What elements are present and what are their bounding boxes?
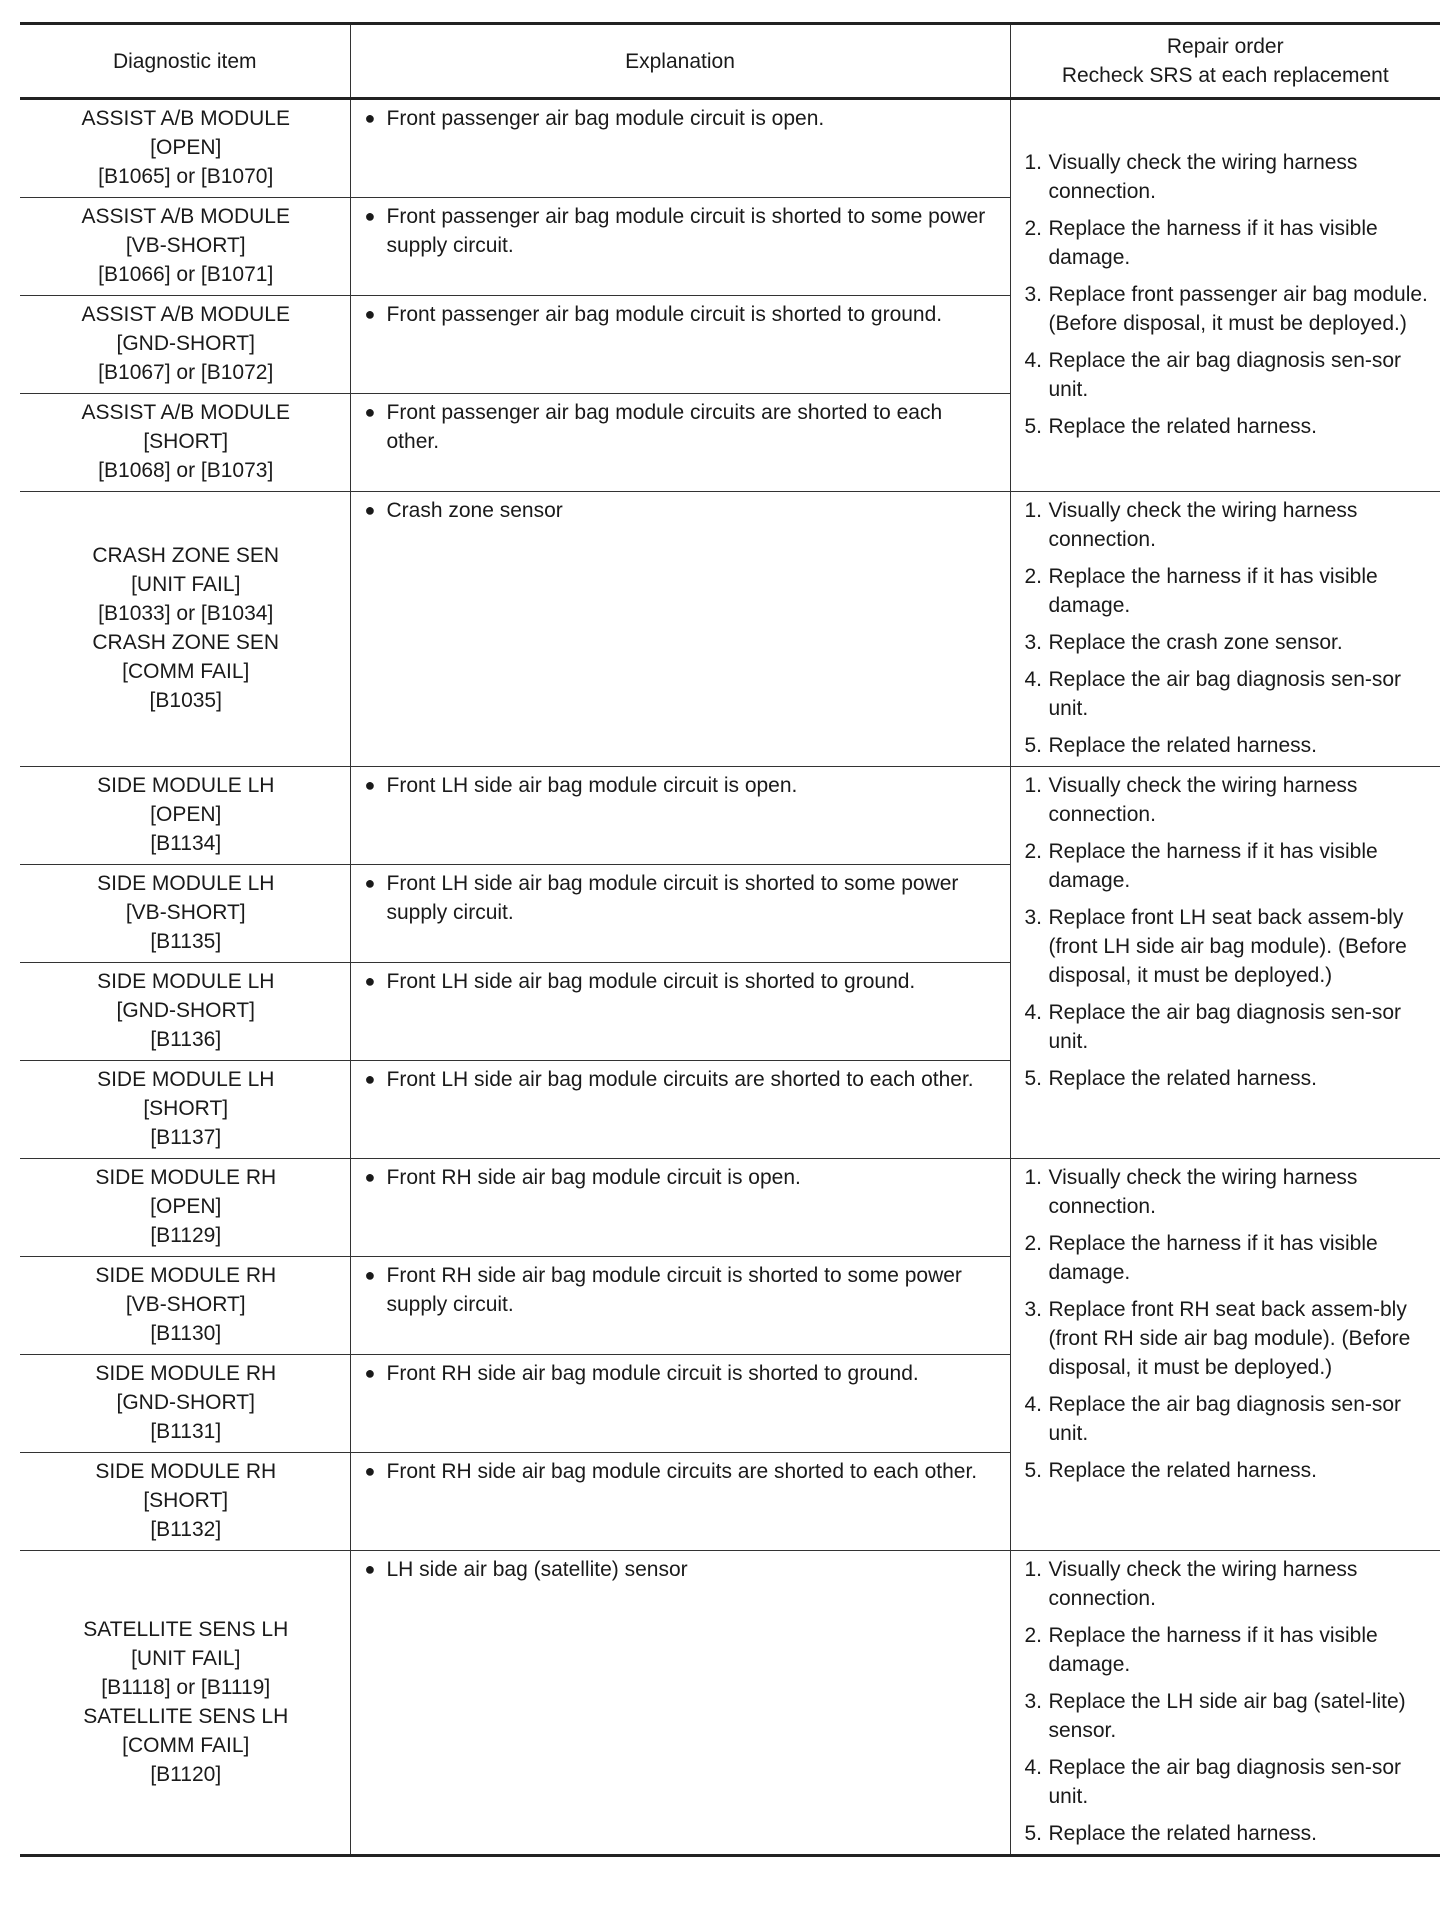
diag-line: [GND-SHORT]: [116, 332, 255, 355]
table-row: [20, 492, 1440, 767]
diag-line: [B1065] or [B1070]: [98, 165, 274, 188]
repair-step: 5. Replace the related harness.: [1024, 1822, 1317, 1845]
explanation-text: Front passenger air bag module circuit is shorted to some power supply circuit.: [386, 205, 986, 257]
explanation-cell: [350, 198, 1010, 296]
repair-step: 4. Replace the air bag diagnosis sen-sor unit.: [1024, 1001, 1402, 1053]
repair-step: 3. Replace front LH seat back assem-bly (front LH side air bag module). (Before disposal, it must be deployed.): [1024, 906, 1407, 987]
bullet-icon: ●: [364, 1069, 376, 1089]
repair-step: 2. Replace the harness if it has visible damage.: [1024, 1624, 1378, 1676]
diag-line: [B1129]: [150, 1224, 222, 1247]
diag-line: [VB-SHORT]: [125, 901, 246, 924]
explanation-text: LH side air bag (satellite) sensor: [386, 1558, 688, 1581]
explanation-cell: [350, 1159, 1010, 1257]
repair-step: 3. Replace the LH side air bag (satel-lite) sensor.: [1024, 1690, 1406, 1742]
repair-steps: [1025, 496, 1429, 760]
diag-line: [B1120]: [150, 1762, 222, 1786]
diag-line: SIDE MODULE RH: [95, 1362, 277, 1385]
explanation-text: Front RH side air bag module circuits are shorted to each other.: [386, 1460, 978, 1483]
diagnostic-item-cell: [20, 296, 350, 394]
diag-line: [B1132]: [150, 1518, 222, 1541]
diag-line: SATELLITE SENS LH: [83, 1617, 289, 1641]
bullet-icon: ●: [364, 206, 376, 226]
bullet-icon: ●: [364, 1363, 376, 1383]
explanation-cell: [350, 1061, 1010, 1159]
diag-line: [B1066] or [B1071]: [98, 263, 274, 286]
repair-step: 4. Replace the air bag diagnosis sen-sor unit.: [1024, 1756, 1402, 1808]
repair-order-cell: [1010, 1159, 1440, 1551]
explanation-text: Front RH side air bag module circuit is open.: [386, 1166, 801, 1189]
bullet-icon: ●: [364, 304, 376, 324]
diag-line: [B1035]: [149, 689, 222, 712]
explanation-cell: [350, 492, 1010, 767]
explanation-cell: [350, 99, 1010, 198]
repair-step: 3. Replace front RH seat back assem-bly (front RH side air bag module). (Before disposal, it must be deployed.): [1024, 1298, 1411, 1379]
repair-step: 1. Visually check the wiring harness connection.: [1024, 1166, 1358, 1218]
table-row: [20, 99, 1440, 198]
bullet-icon: ●: [364, 402, 376, 422]
diag-line: [GND-SHORT]: [116, 1391, 255, 1414]
explanation-cell: [350, 767, 1010, 865]
srs-diagnostic-table-page: [20, 22, 1440, 1857]
header-repair-order: [1010, 24, 1440, 99]
repair-order-cell: [1010, 767, 1440, 1159]
repair-step: 5. Replace the related harness.: [1024, 415, 1317, 438]
diag-line: [GND-SHORT]: [116, 999, 255, 1022]
diag-line: [B1134]: [150, 832, 222, 855]
explanation-text: Front LH side air bag module circuit is shorted to ground.: [386, 970, 916, 993]
explanation-cell: [350, 963, 1010, 1061]
header-repair-order-note: Recheck SRS at each replacement: [1061, 64, 1389, 87]
repair-step: 3. Replace the crash zone sensor.: [1024, 631, 1343, 654]
diag-line: [UNIT FAIL]: [131, 573, 241, 596]
table-header-row: [20, 24, 1440, 99]
explanation-cell: [350, 1257, 1010, 1355]
diag-line: [SHORT]: [143, 1489, 229, 1512]
explanation-text: Front LH side air bag module circuit is shorted to some power supply circuit.: [386, 872, 959, 924]
diag-line: [VB-SHORT]: [125, 234, 246, 257]
explanation-text: Front passenger air bag module circuits are shorted to each other.: [386, 401, 943, 453]
diag-line: [B1137]: [150, 1126, 222, 1149]
repair-step: 4. Replace the air bag diagnosis sen-sor unit.: [1024, 349, 1402, 401]
bullet-icon: ●: [364, 1167, 376, 1187]
repair-order-cell: [1010, 1551, 1440, 1856]
bullet-icon: ●: [364, 1265, 376, 1285]
bullet-icon: ●: [364, 500, 376, 520]
repair-steps: [1025, 1555, 1429, 1848]
diag-line: [SHORT]: [143, 430, 229, 453]
repair-order-cell: [1010, 492, 1440, 767]
diag-line: [OPEN]: [150, 1195, 222, 1218]
repair-step: 3. Replace front passenger air bag module. (Before disposal, it must be deployed.): [1024, 283, 1428, 335]
explanation-cell: [350, 1453, 1010, 1551]
diag-line: SIDE MODULE RH: [95, 1460, 277, 1483]
repair-step: 2. Replace the harness if it has visible damage.: [1024, 217, 1378, 269]
header-explanation: Explanation: [350, 24, 1010, 99]
diagnostic-item-cell: [20, 1061, 350, 1159]
diag-line: SIDE MODULE LH: [97, 774, 275, 797]
diag-line: SIDE MODULE LH: [97, 872, 275, 895]
diag-line: [SHORT]: [143, 1097, 229, 1120]
diag-line: SIDE MODULE LH: [97, 1068, 275, 1091]
diag-line: [OPEN]: [150, 136, 222, 159]
diagnostic-item-cell: [20, 1551, 350, 1856]
diagnostic-item-cell: [20, 767, 350, 865]
table-row: [20, 1159, 1440, 1257]
repair-step: 4. Replace the air bag diagnosis sen-sor unit.: [1024, 1393, 1402, 1445]
repair-step: 2. Replace the harness if it has visible damage.: [1024, 565, 1378, 617]
diag-line: [B1068] or [B1073]: [98, 459, 274, 482]
repair-step: 2. Replace the harness if it has visible damage.: [1024, 840, 1378, 892]
diag-line: ASSIST A/B MODULE: [81, 107, 290, 130]
bullet-icon: ●: [364, 1559, 376, 1579]
diag-line: [B1135]: [150, 930, 222, 953]
diag-line: [B1136]: [150, 1028, 222, 1051]
diagnostic-item-cell: [20, 865, 350, 963]
bullet-icon: ●: [364, 1461, 376, 1481]
explanation-text: Crash zone sensor: [386, 499, 563, 522]
repair-step: 4. Replace the air bag diagnosis sen-sor unit.: [1024, 668, 1402, 720]
repair-step: 1. Visually check the wiring harness connection.: [1024, 499, 1358, 551]
diag-line: CRASH ZONE SEN: [92, 631, 280, 654]
header-repair-order-title: Repair order: [1166, 35, 1284, 58]
srs-diagnostic-table: [20, 22, 1440, 1857]
diag-line: SATELLITE SENS LH: [83, 1704, 289, 1728]
explanation-cell: [350, 394, 1010, 492]
bullet-icon: ●: [364, 873, 376, 893]
explanation-text: Front LH side air bag module circuits are shorted to each other.: [386, 1068, 974, 1091]
diag-line: [B1130]: [150, 1322, 222, 1345]
diag-line: [UNIT FAIL]: [131, 1646, 241, 1670]
diag-line: SIDE MODULE RH: [95, 1166, 277, 1189]
diagnostic-item-cell: [20, 492, 350, 767]
repair-order-cell: [1010, 99, 1440, 492]
diag-line: [COMM FAIL]: [122, 660, 250, 683]
diag-line: CRASH ZONE SEN: [92, 544, 280, 567]
explanation-text: Front LH side air bag module circuit is open.: [386, 774, 798, 797]
diag-line: ASSIST A/B MODULE: [81, 205, 290, 228]
repair-step: 5. Replace the related harness.: [1024, 1459, 1317, 1482]
diagnostic-item-cell: [20, 198, 350, 296]
bullet-icon: ●: [364, 108, 376, 128]
diag-line: [B1131]: [150, 1420, 222, 1443]
diagnostic-item-cell: [20, 963, 350, 1061]
diag-line: [B1067] or [B1072]: [98, 361, 274, 384]
header-diagnostic-item: Diagnostic item: [20, 24, 350, 99]
diagnostic-item-cell: [20, 99, 350, 198]
table-row: [20, 1551, 1440, 1856]
diagnostic-item-cell: [20, 394, 350, 492]
repair-step: 5. Replace the related harness.: [1024, 734, 1317, 757]
repair-step: 1. Visually check the wiring harness connection.: [1024, 1558, 1358, 1610]
diag-line: [VB-SHORT]: [125, 1293, 246, 1316]
diagnostic-item-cell: [20, 1453, 350, 1551]
table-row: [20, 767, 1440, 865]
repair-step: 2. Replace the harness if it has visible damage.: [1024, 1232, 1378, 1284]
repair-step: 1. Visually check the wiring harness connection.: [1024, 774, 1358, 826]
diag-line: [COMM FAIL]: [122, 1733, 250, 1757]
explanation-cell: [350, 1551, 1010, 1856]
explanation-cell: [350, 296, 1010, 394]
diagnostic-item-cell: [20, 1355, 350, 1453]
repair-steps: [1025, 148, 1429, 441]
explanation-text: Front passenger air bag module circuit is shorted to ground.: [386, 303, 943, 326]
diag-line: ASSIST A/B MODULE: [81, 401, 290, 424]
explanation-text: Front RH side air bag module circuit is shorted to ground.: [386, 1362, 919, 1385]
repair-steps: [1025, 771, 1429, 1093]
diag-line: SIDE MODULE RH: [95, 1264, 277, 1287]
repair-step: 5. Replace the related harness.: [1024, 1067, 1317, 1090]
diagnostic-item-cell: [20, 1159, 350, 1257]
diag-line: ASSIST A/B MODULE: [81, 303, 290, 326]
diagnostic-item-cell: [20, 1257, 350, 1355]
bullet-icon: ●: [364, 971, 376, 991]
diag-line: SIDE MODULE LH: [97, 970, 275, 993]
diag-line: [OPEN]: [150, 803, 222, 826]
repair-step: 1. Visually check the wiring harness connection.: [1024, 151, 1358, 203]
explanation-text: Front passenger air bag module circuit is open.: [386, 107, 825, 130]
explanation-text: Front RH side air bag module circuit is shorted to some power supply circuit.: [386, 1264, 962, 1316]
diag-line: [B1033] or [B1034]: [98, 602, 274, 625]
bullet-icon: ●: [364, 775, 376, 795]
explanation-cell: [350, 865, 1010, 963]
explanation-cell: [350, 1355, 1010, 1453]
diag-line: [B1118] or [B1119]: [101, 1675, 271, 1699]
repair-steps: [1025, 1163, 1429, 1485]
